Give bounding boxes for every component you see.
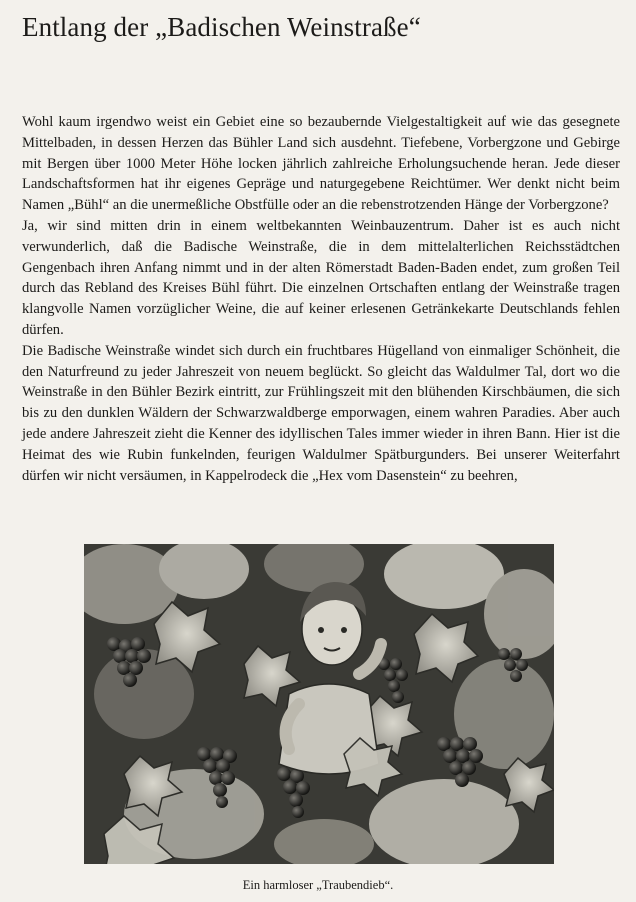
paragraph: Ja, wir sind mitten drin in einem weltbekannten Weinbauzentrum. Daher ist es auch nicht verwunderlich, daß die Badische Weinstraße, die in dem mittelalterlichen Reichsstädtchen Gengenbach ihren Anfang nimmt und in der alten Römerstadt Baden-Baden endet, zum großen Teil durch das Rebland des Kreises Bühl führt. Die einzelnen Ortschaften entlang der Weinstraße tragen klangvolle Namen vorzüglicher Weine, die auf keiner erlesenen Getränkekarte Deutschlands fehlen dürfen. [22, 217, 620, 338]
photo-illustration [84, 544, 554, 864]
article-body [22, 112, 620, 486]
photo-caption: Ein harmloser „Traubendieb“. [242, 878, 394, 892]
page-title: Entlang der „Badischen Weinstraße“ [22, 12, 421, 42]
photo-boy-in-vineyard [84, 544, 554, 864]
paragraph: Wohl kaum irgendwo weist ein Gebiet eine so bezaubernde Vielgestaltigkeit auf wie das gesegnete Mittelbaden, in dessen Herzen das Bühler Land sich ausdehnt. Tiefebene, Vorbergzone und Gebirge mit Bergen über 1000 Meter Höhe locken jährlich zahlreiche Erholungsuchende heran. Jede dieser Landschaftsformen hat ihr eigenes Gepräge und naturgegebene Reichtümer. Wer denkt nicht beim Namen „Bühl“ an die unermeßliche Obstfülle oder an die rebenstrotzenden Hänge der Vorbergzone? [22, 114, 620, 214]
paragraph: Die Badische Weinstraße windet sich durch ein fruchtbares Hügelland von einmaliger Schönheit, die den Naturfreund zu jeder Jahreszeit von neuem beglückt. So gleicht das Waldulmer Tal, dort wo die Weinstraße in den Bühler Bezirk eintritt, zur Frühlingszeit mit den blühenden Kirschbäumen, die sich bis zu den dunklen Wäldern der Schwarzwaldberge emporwagen, einem wahren Paradies. Aber auch jede andere Jahreszeit zieht die Kenner des idyllischen Tales immer wieder in ihren Bann. Hier ist die Heimat des wie Rubin funkelnden, feurigen Waldulmer Spätburgunders. Bei unserer Weiterfahrt dürfen wir nicht versäumen, in Kappelrodeck die „Hex vom Dasenstein“ zu beehren, [22, 342, 620, 484]
